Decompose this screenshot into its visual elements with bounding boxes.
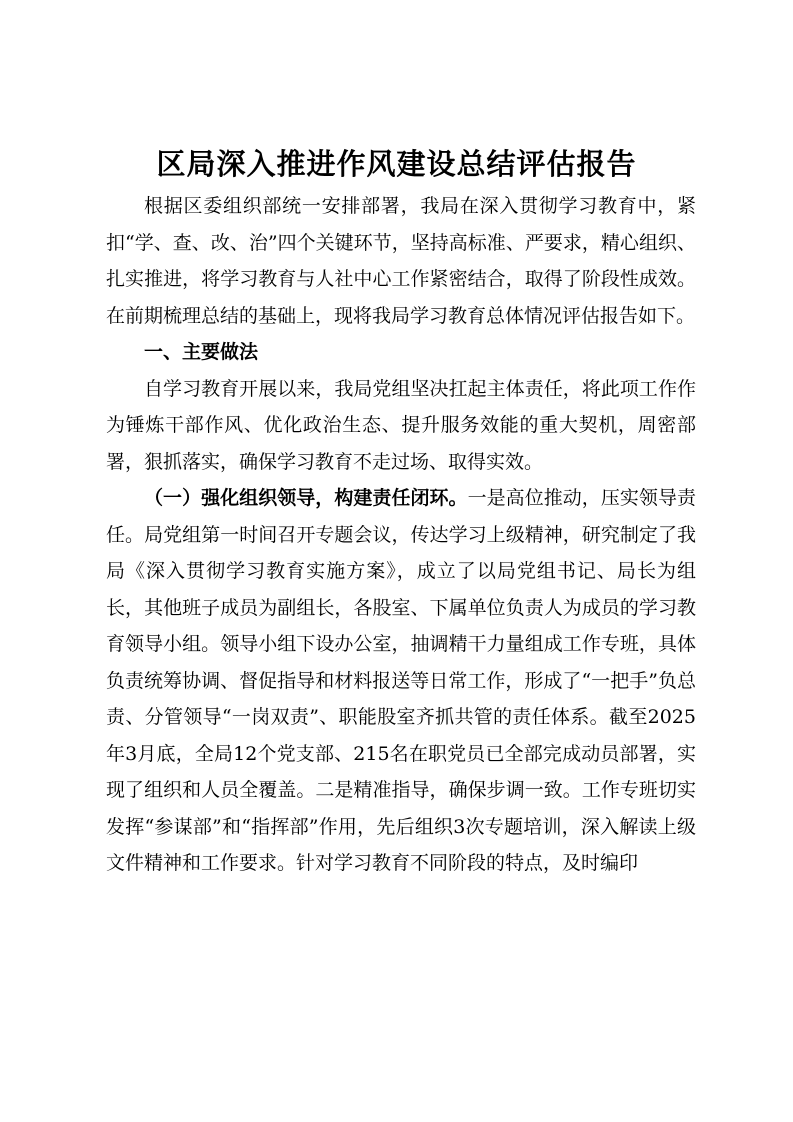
section-heading: 一、主要做法	[144, 341, 259, 363]
subsection-paragraph	[106, 480, 696, 882]
document-body	[106, 188, 696, 882]
intro-paragraph: 根据区委组织部统一安排部署，我局在深入贯彻学习教育中，紧扣“学、查、改、治”四个关键环节，坚持高标准、严要求，精心组织、扎实推进，将学习教育与人社中心工作紧密结合，取得了阶段性成效。在前期梳理总结的基础上，现将我局学习教育总体情况评估报告如下。	[106, 195, 696, 327]
section-intro-paragraph: 自学习教育开展以来，我局党组坚决扛起主体责任，将此项工作作为锤炼干部作风、优化政治生态、提升服务效能的重大契机，周密部署，狠抓落实，确保学习教育不走过场、取得实效。	[106, 377, 696, 473]
subsection-lead: （一）强化组织领导，构建责任闭环。	[144, 487, 468, 509]
subsection-text: 一是高位推动，压实领导责任。局党组第一时间召开专题会议，传达学习上级精神，研究制定了我局《深入贯彻学习教育实施方案》，成立了以局党组书记、局长为组长，其他班子成员为副组长，各股室、下属单位负责人为成员的学习教育领导小组。领导小组下设办公室，抽调精干力量组成工作专班，具体负责统筹协调、督促指导和材料报送等日常工作，形成了“一把手”负总责、分管领导“一岗双责”、职能股室齐抓共管的责任体系。截至2025年3月底，全局12个党支部、215名在职党员已全部完成动员部署，实现了组织和人员全覆盖。二是精准指导，确保步调一致。工作专班切实发挥“参谋部”和“指挥部”作用，先后组织3次专题培训，深入解读上级文件精神和工作要求。针对学习教育不同阶段的特点，及时编印	[106, 487, 696, 874]
document-title: 区局深入推进作风建设总结评估报告	[156, 147, 637, 181]
